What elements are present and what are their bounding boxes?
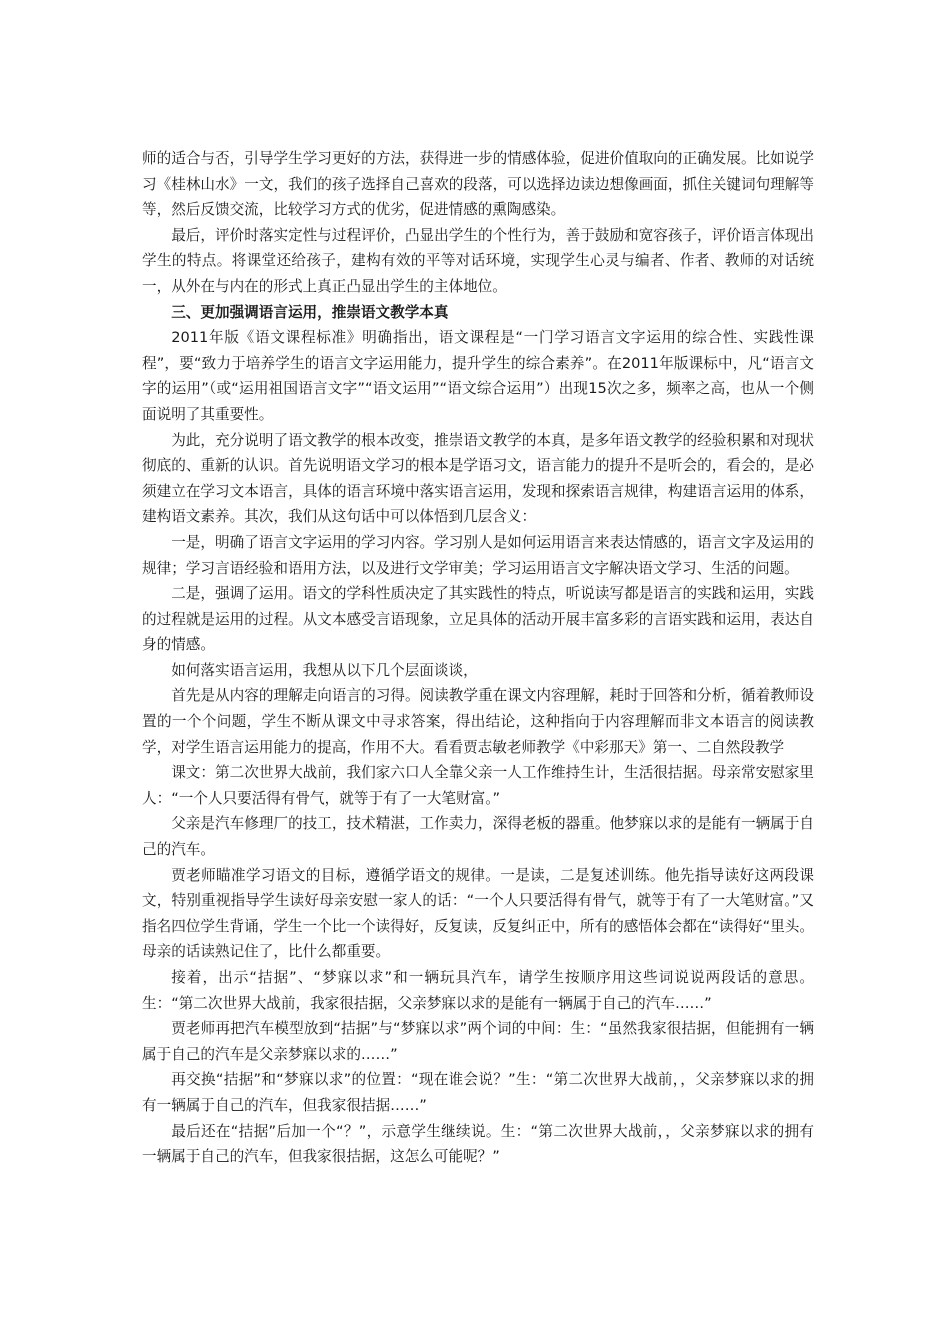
paragraph-6: 二是，强调了运用。语文的学科性质决定了其实践性的特点，听说读写都是语言的实践和运用，实践的过程就是运用的过程。从文本感受言语现象，立足具体的活动开展丰富多彩的言语实践和运用，表达自身的情感。	[142, 585, 814, 654]
paragraph-1: 师的适合与否，引导学生学习更好的方法，获得进一步的情感体验，促进价值取向的正确发展。比如说学习《桂林山水》一文，我们的孩子选择自己喜欢的段落，可以选择边读边想像画面，抓住关键词句理解等等，然后反馈交流，比较学习方式的优劣，促进情感的熏陶感染。	[142, 150, 814, 219]
paragraph-7: 如何落实语言运用，我想从以下几个层面谈谈，	[171, 661, 478, 679]
paragraph-2: 最后，评价时落实定性与过程评价，凸显出学生的个性行为，善于鼓励和宽容孩子，评价语言体现出学生的特点。将课堂还给孩子，建构有效的平等对话环境，实现学生心灵与编者、作者、教师的对话统一，从外在与内在的形式上真正凸显出学生的主体地位。	[142, 226, 814, 295]
paragraph-4: 为此，充分说明了语文教学的根本改变，推崇语文教学的本真，是多年语文教学的经验积累和对现状彻底的、重新的认识。首先说明语文学习的根本是学语习文，语言能力的提升不是听会的，看会的，是必须建立在学习文本语言，具体的语言环境中落实语言运用，发现和探索语言规律，构建语言运用的体系，建构语文素养。其次，我们从这句话中可以体悟到几层含义：	[142, 431, 814, 526]
paragraph-8: 首先是从内容的理解走向语言的习得。阅读教学重在课文内容理解，耗时于回答和分析，循着教师设置的一个个问题，学生不断从课文中寻求答案，得出结论，这种指向于内容理解而非文本语言的阅读教学，对学生语言运用能力的提高，作用不大。看看贾志敏老师教学《中彩那天》第一、二自然段教学	[142, 687, 814, 756]
paragraph-14: 再交换“拮据”和“梦寐以求”的位置：“现在谁会说？”生：“第二次世界大战前，，父亲梦寐以求的拥有一辆属于自己的汽车，但我家很拮据……”	[142, 1071, 814, 1114]
section-heading: 三、更加强调语言运用，推崇语文教学本真	[171, 303, 449, 321]
document-body	[142, 146, 814, 1170]
paragraph-5: 一是，明确了语言文字运用的学习内容。学习别人是如何运用语言来表达情感的，语言文字及运用的规律；学习言语经验和语用方法，以及进行文学审美；学习运用语言文字解决语文学习、生活的问题。	[142, 533, 814, 577]
paragraph-15: 最后还在“拮据”后加一个“？”，示意学生继续说。生：“第二次世界大战前，，父亲梦寐以求的拥有一辆属于自己的汽车，但我家很拮据，这怎么可能呢？”	[142, 1122, 814, 1166]
paragraph-13: 贾老师再把汽车模型放到“拮据”与“梦寐以求”两个词的中间：生：“虽然我家很拮据，但能拥有一辆属于自己的汽车是父亲梦寐以求的……”	[142, 1020, 814, 1063]
paragraph-10: 父亲是汽车修理厂的技工，技术精湛，工作卖力，深得老板的器重。他梦寐以求的是能有一辆属于自己的汽车。	[142, 815, 814, 859]
paragraph-9: 课文：第二次世界大战前，我们家六口人全靠父亲一人工作维持生计，生活很拮据。母亲常安慰家里人：“一个人只要活得有骨气，就等于有了一大笔财富。”	[142, 764, 814, 807]
paragraph-11: 贾老师瞄准学习语文的目标，遵循学语文的规律。一是读，二是复述训练。他先指导读好这两段课文，特别重视指导学生读好母亲安慰一家人的话：“一个人只要活得有骨气，就等于有了一大笔财富。”又指名四位学生背诵，学生一个比一个读得好，反复读，反复纠正中，所有的感悟体会都在“读得好“里头。母亲的话读熟记住了，比什么都重要。	[142, 866, 814, 961]
paragraph-3: 2011年版《语文课程标准》明确指出，语文课程是“一门学习语言文字运用的综合性、实践性课程”，要“致力于培养学生的语言文字运用能力，提升学生的综合素养”。在2011年版课标中，凡“语言文字的运用”（或“运用祖国语言文字”“语文运用”“语文综合运用”）出现15次之多，频率之高，也从一个侧面说明了其重要性。	[142, 329, 814, 423]
paragraph-12: 接着，出示“拮据”、“梦寐以求”和一辆玩具汽车，请学生按顺序用这些词说说两段话的意思。生：“第二次世界大战前，我家很拮据，父亲梦寐以求的是能有一辆属于自己的汽车……”	[142, 969, 814, 1012]
